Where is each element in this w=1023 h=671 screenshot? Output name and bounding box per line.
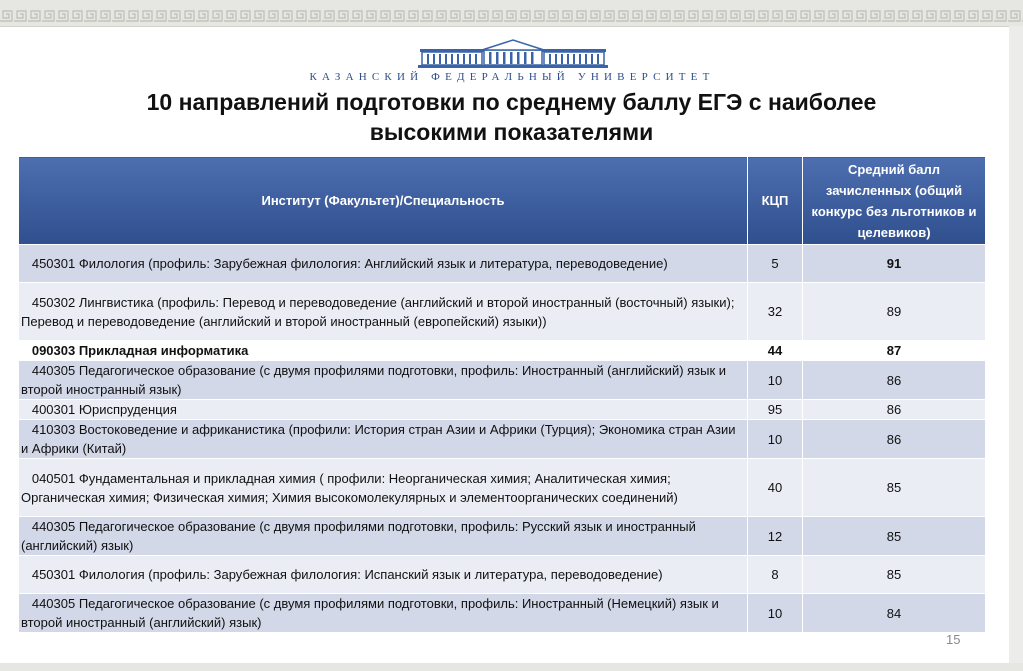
table-row [19, 420, 986, 459]
score-cell: 87 [803, 341, 986, 361]
slide-title-line-1: 10 направлений подготовки по среднему баллу ЕГЭ с наиболее [146, 89, 877, 115]
university-building-logo [418, 38, 608, 68]
score-cell: 85 [803, 556, 986, 594]
decorative-right-band [1009, 26, 1023, 663]
specialty-cell: 090303 Прикладная информатика [19, 341, 748, 361]
column-header-kcp: КЦП [748, 157, 803, 245]
kcp-cell: 32 [748, 283, 803, 341]
kcp-cell: 10 [748, 594, 803, 633]
kcp-cell: 8 [748, 556, 803, 594]
score-cell: 89 [803, 283, 986, 341]
score-cell: 86 [803, 420, 986, 459]
column-header-average-score: Средний балл зачисленных (общий конкурс без льготников и целевиков) [803, 157, 986, 245]
greek-key-border [0, 10, 1023, 22]
kcp-cell: 5 [748, 245, 803, 283]
decorative-top-band [0, 0, 1023, 27]
university-name: КАЗАНСКИЙ ФЕДЕРАЛЬНЫЙ УНИВЕРСИТЕТ [309, 71, 715, 83]
specialty-cell: 450302 Лингвистика (профиль: Перевод и переводоведение (английский и второй иностранный (восточный) языки); Перевод и переводоведение (английский и второй иностранный (европейский) языки)) [19, 283, 748, 341]
score-cell: 86 [803, 361, 986, 400]
specialty-cell: 410303 Востоковедение и африканистика (профили: История стран Азии и Африки (Турция); Экономика стран Азии и Африки (Китай) [19, 420, 748, 459]
page-number: 15 [946, 632, 961, 647]
table-row [19, 517, 986, 556]
score-cell: 91 [803, 245, 986, 283]
table-row [19, 361, 986, 400]
specialty-cell: 440305 Педагогическое образование (с двумя профилями подготовки, профиль: Иностранный (английский) язык и второй иностранный язык) [19, 361, 748, 400]
table-row [19, 245, 986, 283]
table-row [19, 283, 986, 341]
kcp-cell: 10 [748, 361, 803, 400]
table-header-row [19, 157, 986, 245]
rankings-table [18, 156, 986, 633]
score-cell: 85 [803, 517, 986, 556]
table-row [19, 459, 986, 517]
specialty-cell: 450301 Филология (профиль: Зарубежная филология: Испанский язык и литература, переводоведение) [19, 556, 748, 594]
table-row [19, 341, 986, 361]
kcp-cell: 10 [748, 420, 803, 459]
score-cell: 84 [803, 594, 986, 633]
table-row [19, 400, 986, 420]
kcp-cell: 95 [748, 400, 803, 420]
specialty-cell: 440305 Педагогическое образование (с двумя профилями подготовки, профиль: Русский язык и иностранный (английский) язык) [19, 517, 748, 556]
kcp-cell: 12 [748, 517, 803, 556]
specialty-cell: 450301 Филология (профиль: Зарубежная филология: Английский язык и литература, переводоведение) [19, 245, 748, 283]
score-cell: 85 [803, 459, 986, 517]
column-header-specialty: Институт (Факультет)/Специальность [19, 157, 748, 245]
decorative-bottom-band [0, 663, 1023, 671]
slide-title [100, 87, 923, 147]
score-cell: 86 [803, 400, 986, 420]
kcp-cell: 40 [748, 459, 803, 517]
table-row [19, 556, 986, 594]
specialty-cell: 440305 Педагогическое образование (с двумя профилями подготовки, профиль: Иностранный (Немецкий) язык и второй иностранный (английский) язык) [19, 594, 748, 633]
table-row [19, 594, 986, 633]
specialty-cell: 400301 Юриспруденция [19, 400, 748, 420]
specialty-cell: 040501 Фундаментальная и прикладная химия ( профили: Неорганическая химия; Аналитическая химия; Органическая химия; Физическая химия; Химия высокомолекулярных и элементоорганических соединений) [19, 459, 748, 517]
kcp-cell: 44 [748, 341, 803, 361]
slide-title-line-2: высокими показателями [369, 119, 654, 145]
